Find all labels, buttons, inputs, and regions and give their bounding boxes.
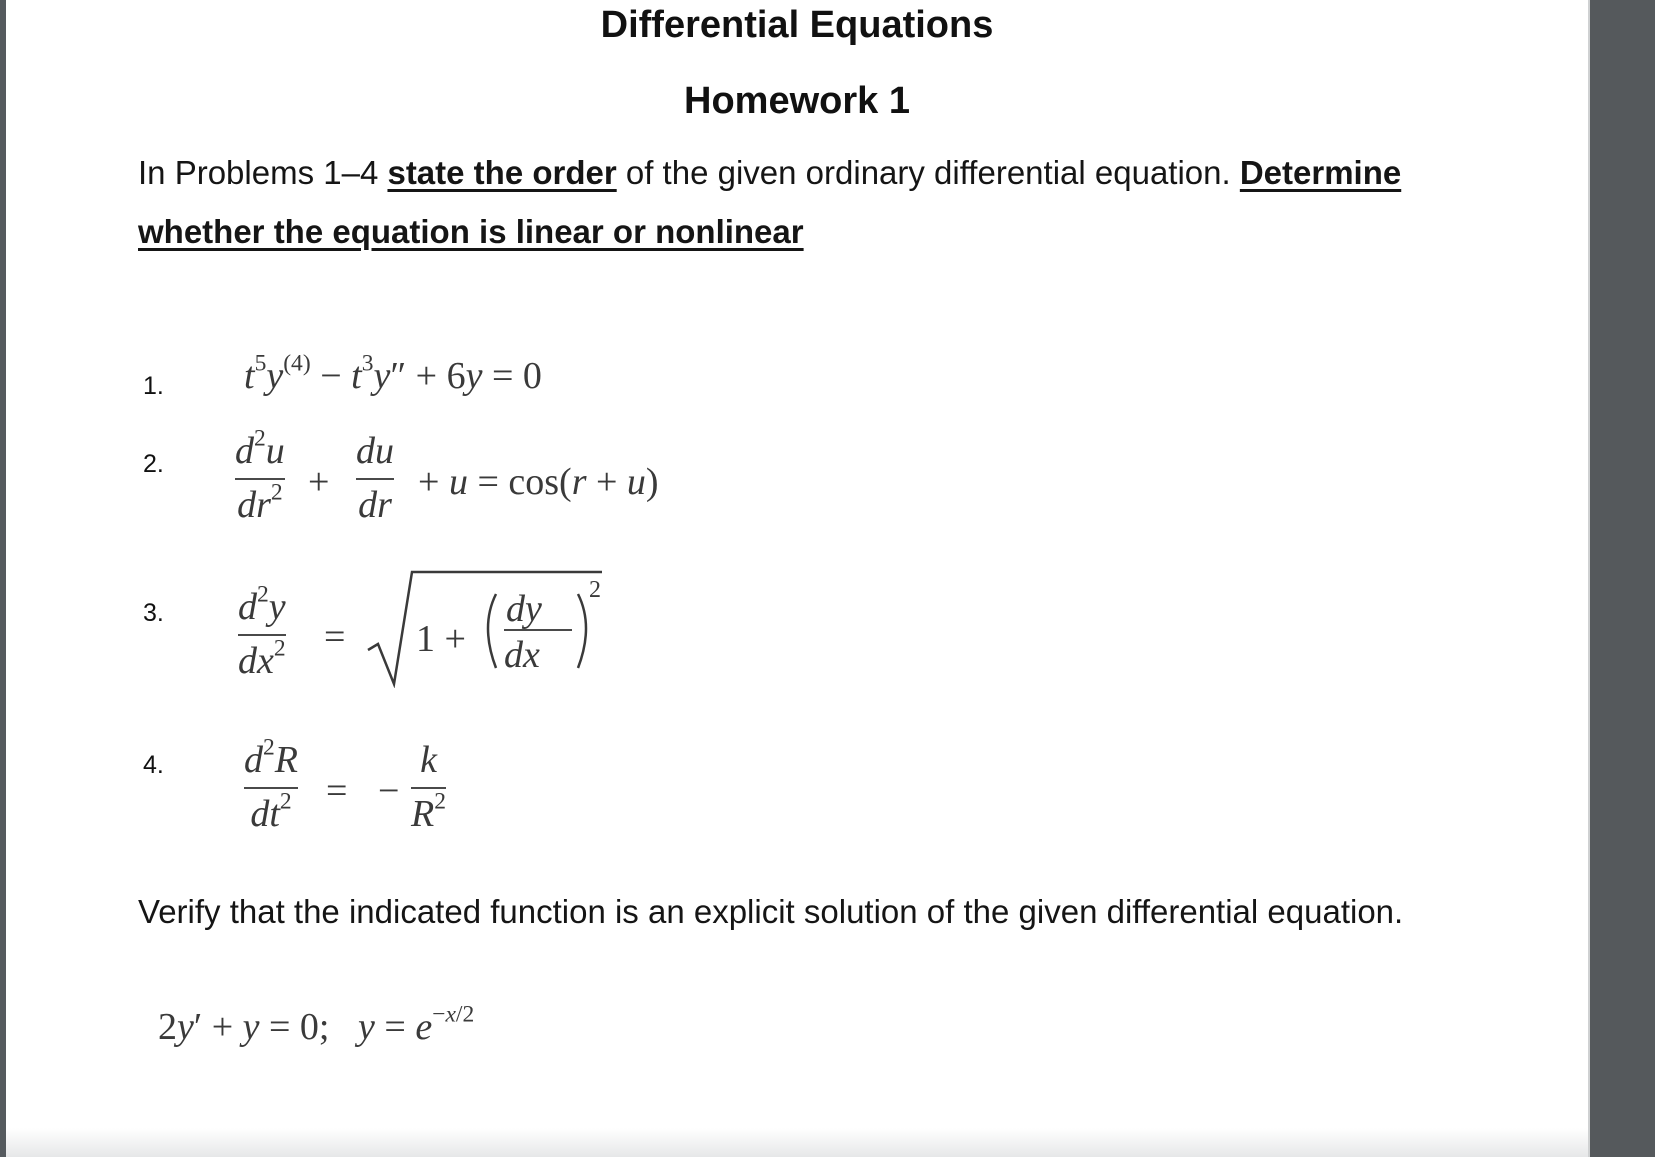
problem-number: 3. — [143, 599, 164, 627]
instructions-emphasis-linearity: whether the equation is linear or nonlinear — [138, 213, 804, 250]
problem-2-fraction-du-dr: du dr — [356, 430, 394, 526]
instructions-text-b: of the given ordinary differential equation. — [616, 154, 1240, 191]
verify-instructions: Verify that the indicated function is an explicit solution of the given differential equation. — [138, 893, 1404, 930]
instructions-text-a: In Problems 1–4 — [138, 154, 388, 191]
sqrt-one-plus: 1 + — [416, 618, 466, 660]
problem-4-fraction-k-R2: k $R^2$ — [411, 739, 446, 835]
instructions-line-1 — [138, 154, 1401, 192]
plus-sign: + — [308, 461, 330, 503]
exponent-two: 2 — [589, 577, 601, 603]
minus-sign: − — [378, 770, 400, 812]
problem-number: 2. — [143, 450, 164, 478]
verify-equation: 2y′ + y = 0; $y = e^{-x/2}$ — [158, 1001, 475, 1048]
instructions-emphasis-determine: Determine — [1239, 154, 1402, 191]
instructions-line-2 — [138, 213, 804, 251]
problem-1-equation: $t^5y^{(4)} - t^3y'' + 6y = 0$ — [244, 350, 542, 397]
equals-sign: = — [326, 770, 348, 812]
instructions-emphasis-order: state the order — [387, 154, 617, 191]
problem-3-fraction-d2y-dx2: $d^2y$ $dx^2$ — [238, 581, 286, 682]
document-page — [6, 0, 1588, 1128]
problem-number: 4. — [143, 751, 164, 779]
inner-numerator-dy: dy — [506, 588, 542, 630]
window-right-panel — [1590, 0, 1655, 1157]
inner-denominator-dx: dx — [504, 634, 540, 676]
problem-4-fraction-d2R-dt2: $d^2R$ $dt^2$ — [244, 734, 298, 835]
problem-2-fraction-d2u-dr2: $d^2u$ $dr^2$ — [235, 425, 285, 526]
page-bottom-shadow — [6, 1128, 1588, 1157]
homework-title: Homework 1 — [684, 80, 910, 122]
equals-sign: = — [324, 616, 346, 658]
document-title: Differential Equations — [600, 4, 994, 46]
problem-number: 1. — [143, 372, 164, 400]
square-root-icon — [366, 568, 606, 688]
problem-2-rhs: + u = cos(r + u) — [418, 461, 659, 503]
